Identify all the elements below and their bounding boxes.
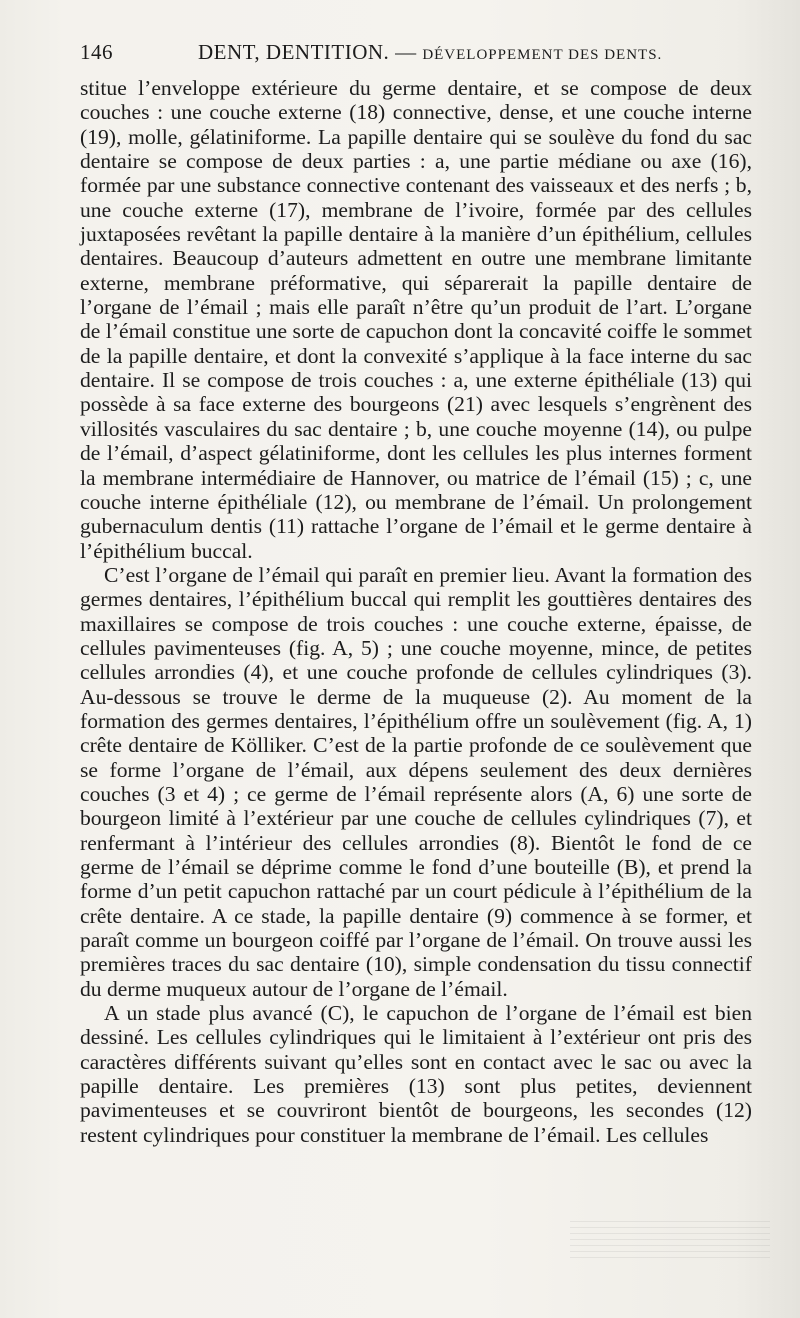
show-through-texture [570, 1218, 770, 1258]
paragraph-3: A un stade plus avancé (C), le capuchon de l’organe de l’émail est bien dessiné. Les cellules cylindriques qui le limitaient à l’extérieur ont pris des caractères différents suivant qu’elles sont en contact avec le sac ou avec la papille dentaire. Les premières (13) sont plus petites, deviennent pavimenteuses et se couvriront bientôt de bourgeons, les secondes (12) restent cylindriques pour constituer la membrane de l’émail. Les cellules [80, 1001, 752, 1147]
header-title: DENT, DENTITION. [198, 40, 390, 64]
running-title [198, 40, 662, 65]
body-text [80, 76, 752, 1147]
paragraph-2: C’est l’organe de l’émail qui paraît en premier lieu. Avant la formation des germes dentaires, l’épithélium buccal qui remplit les gouttières dentaires des maxillaires se compose de trois couches : une couche externe, épaisse, de cellules pavimenteuses (fig. A, 5) ; une couche moyenne, mince, de petites cellules arrondies (4), et une couche profonde de cellules cylindriques (3). Au-dessous se trouve le derme de la muqueuse (2). Au moment de la formation des germes dentaires, l’épithélium offre un soulèvement (fig. A, 1) crête dentaire de Kölliker. C’est de la partie profonde de ce soulèvement que se forme l’organe de l’émail, aux dépens seulement des deux dernières couches (3 et 4) ; ce germe de l’émail représente alors (A, 6) une sorte de bourgeon limité à l’extérieur par une couche de cellules cylindriques (7), et renfermant à l’intérieur des cellules arrondies (8). Bientôt le fond de ce germe de l’émail se déprime comme le fond d’une bouteille (B), et prend la forme d’un petit capuchon rattaché par un court pédicule à l’épithélium de la crête dentaire. A ce stade, la papille dentaire (9) commence à se former, et paraît comme un bourgeon coiffé par l’organe de l’émail. On trouve aussi les premières traces du sac dentaire (10), simple condensation du tissu connectif du derme muqueux autour de l’organe de l’émail. [80, 562, 752, 1001]
page-number: 146 [80, 40, 113, 64]
header-separator: — [395, 40, 417, 64]
header-subtitle: DÉVELOPPEMENT DES DENTS. [422, 47, 663, 63]
running-header [80, 40, 750, 70]
paragraph-1: stitue l’enveloppe extérieure du germe dentaire, et se compose de deux couches : une couche externe (18) connective, dense, et une couche interne (19), molle, gélatiniforme. La papille dentaire qui se soulève du fond du sac dentaire se compose de deux parties : a, une partie médiane ou axe (16), formée par une substance connective contenant des vaisseaux et des nerfs ; b, une couche externe (17), membrane de l’ivoire, formée par des cellules juxtaposées revêtant la papille dentaire à la manière d’un épithélium, cellules dentaires. Beaucoup d’auteurs admettent en outre une membrane limitante externe, membrane préformative, qui séparerait la papille dentaire de l’organe de l’émail ; mais elle paraît n’être qu’un produit de l’art. L’organe de l’émail constitue une sorte de capuchon dont la concavité coiffe le sommet de la papille dentaire, et dont la convexité s’applique à la face interne du sac dentaire. Il se compose de trois couches : a, une externe épithéliale (13) qui possède à sa face externe des bourgeons (21) avec lesquels s’engrènent des villosités vasculaires du sac dentaire ; b, une couche moyenne (14), ou pulpe de l’émail, d’aspect gélatiniforme, dont les cellules les plus internes forment la membrane intermédiaire de Hannover, ou matrice de l’émail (15) ; c, une couche interne épithéliale (12), ou membrane de l’émail. Un prolongement gubernaculum dentis (11) rattache l’organe de l’émail et le germe dentaire à l’épithélium buccal. [80, 76, 752, 563]
